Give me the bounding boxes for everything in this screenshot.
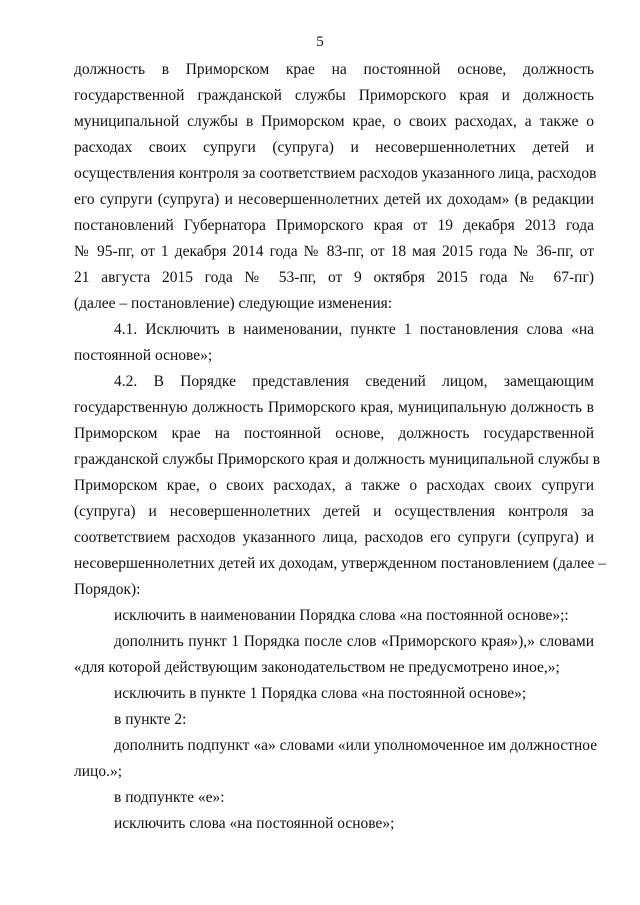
text-line: исключить в пункте 1 Порядка слова «на постоянной основе»;	[114, 685, 527, 702]
text-line: «для которой действующим законодательством не предусмотрено иное,»;	[74, 659, 560, 676]
text-line: государственной гражданской службы Приморского края и должность	[74, 87, 594, 104]
text-line: Порядок):	[74, 581, 141, 598]
text-line: постоянной основе»;	[74, 347, 213, 364]
text-line: № 95-пг, от 1 декабря 2014 года № 83-пг, от 18 мая 2015 года № 36-пг, от	[74, 243, 594, 260]
text-line: исключить в наименовании Порядка слова «на постоянной основе»;:	[114, 607, 569, 624]
text-line: исключить слова «на постоянной основе»;	[114, 815, 395, 832]
text-line: соответствием расходов указанного лица, расходов его супруги (супруга) и	[74, 529, 594, 546]
text-line: в пункте 2:	[114, 711, 187, 728]
paragraph-4-2-first-line: 4.2. В Порядке представления сведений лицом, замещающим	[114, 373, 594, 390]
text-line: дополнить подпункт «а» словами «или уполномоченное им должностное	[114, 737, 598, 754]
page-number: 5	[316, 34, 324, 50]
text-line: несовершеннолетних детей их доходам, утвержденном постановлением (далее –	[74, 555, 606, 572]
text-line: государственную должность Приморского края, муниципальную должность в	[74, 399, 594, 416]
text-line: (далее – постановление) следующие изменения:	[74, 295, 393, 312]
text-line: осуществления контроля за соответствием расходов указанного лица, расходов	[74, 165, 597, 182]
text-line: (супруга) и несовершеннолетних детей и осуществления контроля за	[74, 503, 594, 520]
text-line: 21 августа 2015 года № 53-пг, от 9 октября 2015 года № 67-пг)	[74, 269, 594, 286]
paragraph-4-1-first-line: 4.1. Исключить в наименовании, пункте 1 постановления слова «на	[114, 321, 594, 338]
text-line: гражданской службы Приморского края и должность муниципальной службы в	[74, 451, 601, 468]
text-line: лицо.»;	[74, 763, 123, 780]
text-line: дополнить пункт 1 Порядка после слов «Приморского края»),» словами	[114, 633, 594, 650]
text-line: постановлений Губернатора Приморского края от 19 декабря 2013 года	[74, 217, 594, 234]
text-line: расходах своих супруги (супруга) и несовершеннолетних детей и	[74, 139, 594, 156]
text-line: Приморском крае, о своих расходах, а также о расходах своих супруги	[74, 477, 594, 494]
text-line: муниципальной службы в Приморском крае, о своих расходах, а также о	[74, 113, 594, 130]
text-line: его супруги (супруга) и несовершеннолетних детей их доходам» (в редакции	[74, 191, 594, 208]
text-line: в подпункте «е»:	[114, 789, 225, 806]
text-line: должность в Приморском крае на постоянной основе, должность	[74, 61, 594, 78]
text-line: Приморском крае на постоянной основе, должность государственной	[74, 425, 594, 442]
